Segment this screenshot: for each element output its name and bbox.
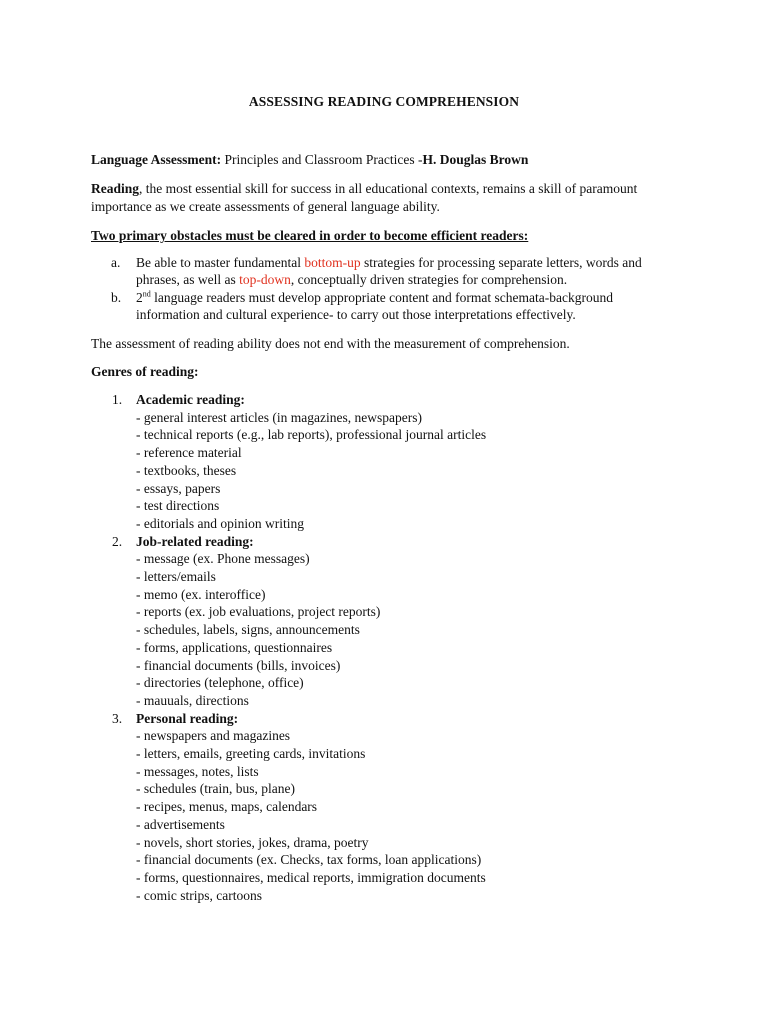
genre-list-item: - forms, applications, questionnaires	[136, 639, 333, 655]
genre-list-item: - comic strips, cartoons	[136, 887, 262, 903]
genre-list-item: - messages, notes, lists	[136, 763, 259, 779]
genre-number: 1.	[112, 392, 123, 407]
genre-list-item: - schedules (train, bus, plane)	[136, 781, 295, 797]
intro-line1-rest: , the most essential skill for success in all educational contexts, remains a skill of paramount	[139, 181, 638, 196]
obstacle-b-superscript: nd	[142, 289, 151, 299]
genre-list-item: - general interest articles (in magazines, newspapers)	[136, 409, 422, 425]
genre-list-item: - newspapers and magazines	[136, 728, 291, 744]
bottom-up-term: bottom-up	[304, 255, 361, 270]
genre-list-item: - reports (ex. job evaluations, project reports)	[136, 604, 381, 620]
obstacle-b-marker: b.	[111, 290, 122, 305]
genre-list-item: - test directions	[136, 498, 220, 514]
source-author: H. Douglas Brown	[422, 152, 529, 167]
assessment-note: The assessment of reading ability does not end with the measurement of comprehension.	[91, 336, 570, 351]
intro-lead: Reading	[91, 181, 140, 196]
genre-title: Academic reading:	[136, 392, 245, 407]
genre-list-item: - essays, papers	[136, 480, 221, 496]
source-label: Language Assessment:	[91, 152, 222, 167]
genre-list-item: - financial documents (bills, invoices)	[136, 657, 341, 673]
genre-list-item: - directories (telephone, office)	[136, 675, 304, 691]
genre-list-item: - textbooks, theses	[136, 462, 237, 478]
source-citation	[91, 151, 528, 168]
obstacle-a-line-2	[136, 271, 567, 288]
genre-list-item: - letters, emails, greeting cards, invitations	[136, 746, 366, 761]
genre-title: Job-related reading:	[136, 533, 254, 549]
obstacle-a-text: Be able to master fundamental	[136, 255, 305, 270]
genre-list-item: - forms, questionnaires, medical reports, immigration documents	[136, 869, 486, 885]
intro-line-1	[91, 180, 637, 197]
genre-list-item: - reference material	[136, 445, 242, 461]
obstacle-a-marker: a.	[111, 255, 121, 270]
genre-list-item: - schedules, labels, signs, announcements	[136, 622, 360, 638]
genre-list-item: - novels, short stories, jokes, drama, poetry	[136, 834, 369, 850]
source-text: Principles and Classroom Practices -	[221, 152, 423, 167]
genre-number: 2.	[112, 533, 123, 549]
obstacle-a-text: strategies for processing separate letters, words and	[360, 255, 642, 270]
genre-list-item: - letters/emails	[136, 569, 216, 584]
obstacle-b-line-1	[136, 289, 613, 306]
genre-list-item: - financial documents (ex. Checks, tax forms, loan applications)	[136, 852, 482, 868]
obstacle-b-line-2: information and cultural experience- to carry out those interpretations effectively.	[136, 307, 576, 322]
obstacle-b-ordinal: 2	[136, 290, 143, 305]
genre-number: 3.	[112, 710, 123, 726]
obstacle-a-line-1	[136, 254, 642, 271]
page-title: ASSESSING READING COMPREHENSION	[248, 94, 520, 109]
genre-list-item: - technical reports (e.g., lab reports), professional journal articles	[136, 427, 487, 443]
obstacles-heading: Two primary obstacles must be cleared in order to become efficient readers:	[91, 228, 529, 243]
genre-list-item: - memo (ex. interoffice)	[136, 586, 266, 602]
genre-list-item: - mauuals, directions	[136, 692, 249, 708]
genre-list-item: - editorials and opinion writing	[136, 515, 304, 531]
genre-list-item: - recipes, menus, maps, calendars	[136, 799, 318, 815]
obstacle-b-text: language readers must develop appropriate content and format schemata-background	[150, 290, 613, 305]
obstacle-a-text: , conceptually driven strategies for comprehension.	[290, 272, 568, 287]
genre-list-item: - advertisements	[136, 816, 225, 832]
genre-list-item: - message (ex. Phone messages)	[136, 551, 310, 567]
genres-heading: Genres of reading:	[91, 364, 199, 379]
intro-line-2: importance as we create assessments of general language ability.	[91, 199, 440, 214]
obstacle-a-text: phrases, as well as	[136, 272, 240, 287]
genre-title: Personal reading:	[136, 710, 239, 726]
top-down-term: top-down	[239, 272, 291, 287]
